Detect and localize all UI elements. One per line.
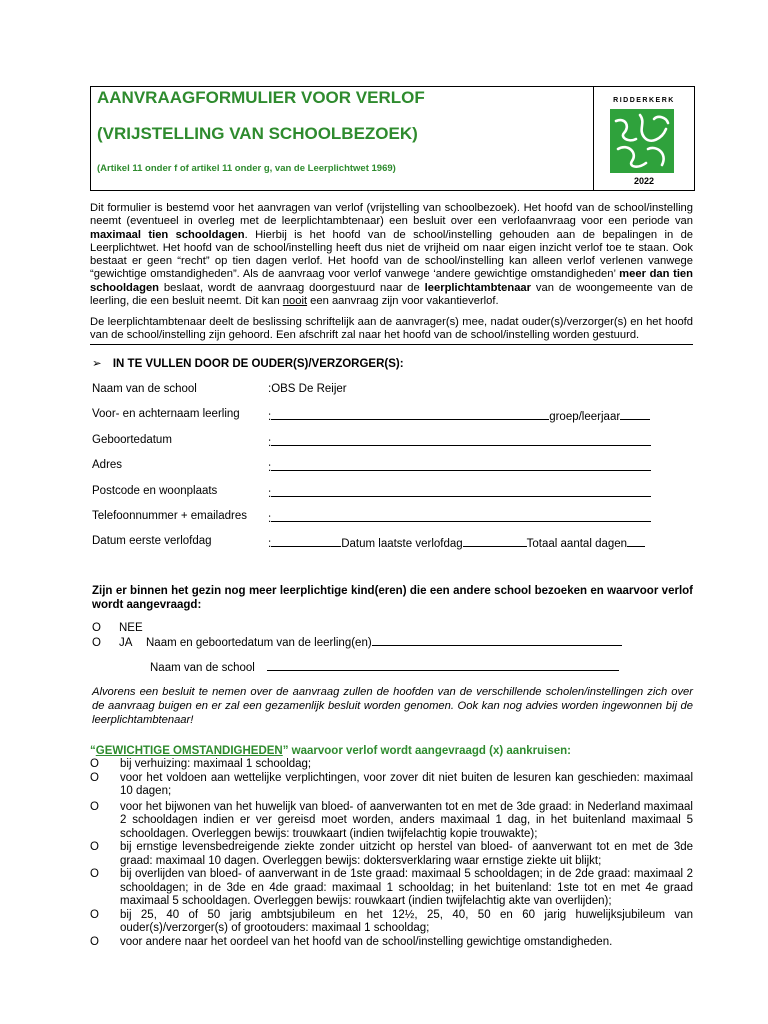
checkbox-circle-icon: O [90, 758, 99, 770]
phone-email-row [268, 510, 651, 525]
header-box [90, 86, 594, 191]
colon: : [268, 513, 272, 525]
circumstances-title: GEWICHTIGE OMSTANDIGHEDEN [95, 745, 283, 757]
circumstance-text: voor het voldoen aan wettelijke verplichtingen, voor zover dit niet buiten de lesuren kan geschieden: maximaal 10 dagen; [120, 771, 693, 797]
radio-circle-icon: O [92, 637, 101, 649]
checkbox-circle-icon: O [90, 771, 99, 784]
total-days-field[interactable] [627, 535, 645, 547]
intro-bold-max: maximaal tien schooldagen [90, 228, 245, 241]
label-birthdate: Geboortedatum [92, 434, 172, 446]
label-first-day: Datum eerste verlofdag [92, 535, 212, 547]
article-reference: (Artikel 11 onder f of artikel 11 onder g, van de Leerplichtwet 1969) [97, 163, 396, 174]
group-field[interactable] [620, 408, 650, 420]
intro-text: een aanvraag zijn voor vakantieverlof. [307, 295, 499, 308]
logo-box [593, 86, 695, 191]
circumstances-instruction: ” waarvoor verlof wordt aangevraagd (x) aankruisen: [282, 745, 571, 757]
sibling-name-field[interactable] [372, 634, 622, 646]
circumstance-item[interactable] [90, 801, 693, 842]
option-nee-label: NEE [119, 622, 143, 634]
ridderkerk-logo [610, 109, 674, 173]
intro-underline-never: nooit [282, 295, 308, 308]
arrow-icon: ➢ [92, 358, 102, 370]
radio-circle-icon: O [92, 622, 101, 634]
colon: : [268, 411, 272, 423]
circumstance-item[interactable] [90, 909, 693, 936]
siblings-question: Zijn er binnen het gezin nog meer leerplichtige kind(eren) die een andere school bezoeken en waarvoor verlof wordt aangevraagd: [92, 585, 693, 611]
label-school: Naam van de school [92, 383, 197, 395]
label-sibling-name: Naam en geboortedatum van de leerling(en) [146, 637, 372, 649]
logo-year: 2022 [633, 176, 655, 186]
intro-paragraph [90, 202, 693, 308]
checkbox-circle-icon: O [90, 868, 99, 880]
checkbox-circle-icon: O [90, 800, 99, 813]
postcode-field[interactable] [271, 485, 651, 497]
label-group: groep/leerjaar [549, 411, 621, 423]
label-address: Adres [92, 459, 123, 471]
sibling-school-row [150, 659, 619, 674]
label-postcode: Postcode en woonplaats [92, 485, 218, 497]
circumstance-text: voor andere naar het oordeel van het hoofd van de school/instelling gewichtige omstandigheden. [120, 935, 613, 948]
colon: : [268, 488, 272, 500]
first-day-field[interactable] [271, 535, 341, 547]
advisory-note: Alvorens een besluit te nemen over de aanvraag zullen de hoofden van de verschillende scholen/instellingen zich over de aanvraag buigen en er zal een gezamenlijk besluit worden genomen. Ook kan nog advies worden ingewonnen bij de leerplichtambtenaar! [92, 686, 693, 726]
checkbox-circle-icon: O [90, 908, 99, 921]
address-field[interactable] [271, 459, 651, 471]
colon: : [268, 437, 272, 449]
label-sibling-school: Naam van de school [150, 662, 255, 674]
colon: : [268, 462, 272, 474]
intro-paragraph-2: De leerplichtambtenaar deelt de beslissing schriftelijk aan de aanvrager(s) mee, nadat ouder(s)/verzorger(s) en het hoofd van de school/instelling zijn gehoord. Een afschrift zal naar het hoofd van de school/instelling worden gestuurd. [90, 316, 693, 345]
phone-email-field[interactable] [271, 510, 651, 522]
circumstance-text: bij overlijden van bloed- of aanverwant in de 1ste graad: maximaal 5 schooldagen; in de 2de graad: maximaal 2 schooldagen; in de 3de en 4de graad: maximaal 1 schooldag; in het buitenland: 1ste tot en met 4e graad maximaal 5 schooldagen. Overleggen bewijs: rouwkaart (indien twijfelachtig akte van overlijden); [120, 868, 693, 907]
sibling-school-field[interactable] [267, 659, 619, 671]
student-name-field[interactable] [271, 408, 549, 420]
logo-name: RIDDERKERK [613, 97, 675, 104]
circumstance-item[interactable] [90, 868, 693, 909]
circumstance-item[interactable] [90, 758, 693, 772]
circumstance-item[interactable] [90, 772, 693, 799]
form-title: AANVRAAGFORMULIER VOOR VERLOF [97, 88, 425, 107]
value-school: :OBS De Reijer [268, 383, 347, 395]
colon: : [268, 538, 272, 550]
birthdate-row [268, 434, 651, 449]
form-subtitle: (VRIJSTELLING VAN SCHOOLBEZOEK) [97, 124, 418, 143]
section-heading [92, 356, 404, 370]
circumstance-text: bij 25, 40 of 50 jarig ambtsjubileum en het 12½, 25, 40, 50 en 60 jarig huwelijksjubileum van ouder(s)/verzorger(s) of grootouders: maximaal 1 schooldag; [120, 908, 693, 934]
option-nee[interactable] [92, 622, 143, 634]
intro-bold-officer: leerplichtambtenaar [424, 281, 531, 294]
intro-text: beslaat, wordt de aanvraag doorgestuurd naar de [159, 281, 425, 294]
intro-text: . Hierbij is het hoofd van de school/instelling gehouden aan de bepalingen in de Leerplichtwet. Het hoofd van de school/instelling heeft dus niet de vrijheid om naar eigen inzicht verlof toe te staan. Ook bestaat er geen “recht” op tien dagen verlof. Het hoofd van de school/instelling kan alleen verlof verlenen vanwege “gewichtige omstandigheden”. Als de aanvraag voor verlof vanwege ‘andere gewichtige omstandigheden’ [90, 228, 694, 281]
last-day-field[interactable] [463, 535, 527, 547]
section-title: IN TE VULLEN DOOR DE OUDER(S)/VERZORGER(S): [112, 358, 404, 370]
circumstance-text: bij ernstige levensbedreigende ziekte zonder uitzicht op herstel van bloed- of aanverwant tot en met de 3de graad: maximaal 10 dagen. Overleggen bewijs: doktersverklaring waar ernstige ziekte uit blijkt; [120, 841, 693, 867]
checkbox-circle-icon: O [90, 935, 99, 948]
circumstance-text: voor het bijwonen van het huwelijk van bloed- of aanverwanten tot en met de 3de graad: in Nederland maximaal 2 schooldagen indien er ver gereisd moet worden, anders maximaal 1 dag, in het buitenland maximaal 5 schooldagen. Overleggen bewijs: trouwkaart (indien twijfelachtig kopie trouwakte); [120, 800, 693, 840]
label-phone-email: Telefoonnummer + emailadres [92, 510, 248, 522]
logo-figure-icon [610, 109, 674, 173]
label-last-day: Datum laatste verlofdag [341, 538, 463, 550]
circumstances-heading [90, 745, 571, 757]
address-row [268, 459, 651, 474]
birthdate-field[interactable] [271, 434, 651, 446]
intro-text: van de woongemeente van de leerling, die een besluit neemt. Dit kan [90, 281, 694, 308]
circumstance-item[interactable] [90, 841, 693, 868]
student-name-row [268, 408, 650, 423]
label-total-days: Totaal aantal dagen [526, 538, 628, 550]
option-ja-label: JA [119, 637, 132, 649]
circumstances-list [90, 758, 693, 949]
circumstance-text: bij verhuizing: maximaal 1 schooldag; [120, 758, 312, 770]
label-student-name: Voor- en achternaam leerling [92, 408, 240, 420]
postcode-row [268, 485, 651, 500]
option-ja[interactable] [92, 634, 622, 649]
intro-text: Dit formulier is bestemd voor het aanvragen van verlof (vrijstelling van schoolbezoek). Het hoofd van de school/instelling neemt (eventueel in overleg met de leerplichtambtenaar) een besluit over een verlofaanvraag voor een periode van [90, 202, 693, 228]
quote-open: “ [90, 745, 96, 757]
dates-row [268, 535, 645, 550]
circumstance-item[interactable] [90, 936, 693, 950]
checkbox-circle-icon: O [90, 841, 99, 853]
intro-bold-more: meer dan tien schooldagen [90, 268, 693, 294]
